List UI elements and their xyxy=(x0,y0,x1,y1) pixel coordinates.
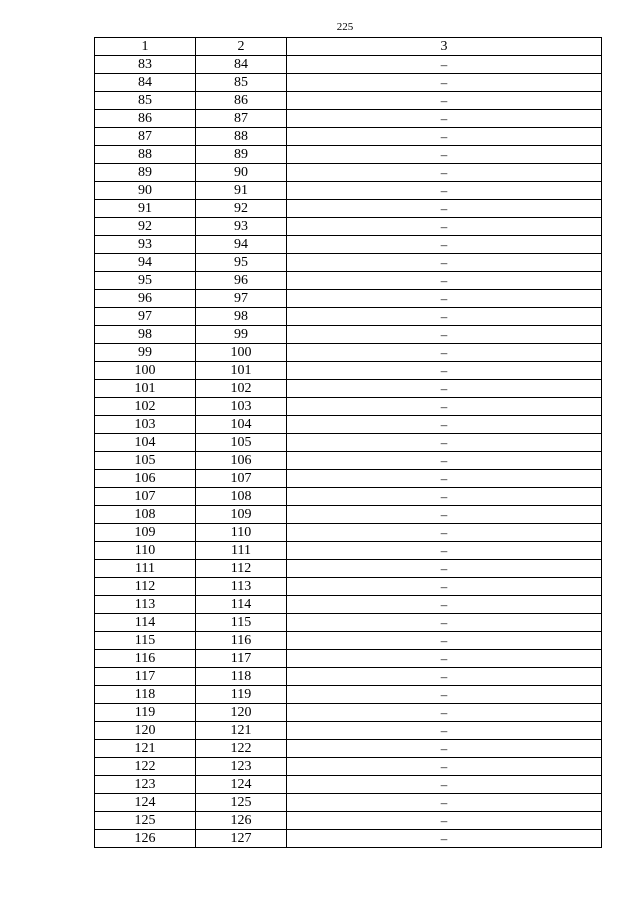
table-cell-col-1: 105 xyxy=(95,452,196,470)
table-row xyxy=(95,614,602,632)
table-row xyxy=(95,812,602,830)
table-cell-col-1: 112 xyxy=(95,578,196,596)
table-cell-col-3: – xyxy=(287,398,602,416)
table-cell-col-1: 107 xyxy=(95,488,196,506)
table-cell-col-1: 98 xyxy=(95,326,196,344)
table-row xyxy=(95,470,602,488)
table-cell-col-1: 117 xyxy=(95,668,196,686)
table-cell-col-1: 111 xyxy=(95,560,196,578)
table-cell-col-2: 114 xyxy=(196,596,287,614)
table-row xyxy=(95,182,602,200)
table-row xyxy=(95,128,602,146)
table-cell-col-1: 113 xyxy=(95,596,196,614)
table-row xyxy=(95,200,602,218)
table-row xyxy=(95,740,602,758)
table-cell-col-3: – xyxy=(287,830,602,848)
table-cell-col-3: – xyxy=(287,740,602,758)
table-row xyxy=(95,830,602,848)
table-cell-col-2: 102 xyxy=(196,380,287,398)
table-row xyxy=(95,524,602,542)
table-cell-col-1: 91 xyxy=(95,200,196,218)
table-cell-col-2: 124 xyxy=(196,776,287,794)
table-cell-col-2: 126 xyxy=(196,812,287,830)
column-header-3: 3 xyxy=(287,38,602,56)
table-row xyxy=(95,776,602,794)
table-cell-col-1: 110 xyxy=(95,542,196,560)
table-cell-col-1: 121 xyxy=(95,740,196,758)
table-row xyxy=(95,92,602,110)
table-cell-col-2: 105 xyxy=(196,434,287,452)
table-cell-col-3: – xyxy=(287,650,602,668)
table-cell-col-3: – xyxy=(287,506,602,524)
table-cell-col-2: 116 xyxy=(196,632,287,650)
table-cell-col-1: 100 xyxy=(95,362,196,380)
table-cell-col-3: – xyxy=(287,524,602,542)
table-cell-col-3: – xyxy=(287,92,602,110)
table-cell-col-1: 102 xyxy=(95,398,196,416)
table-cell-col-1: 88 xyxy=(95,146,196,164)
table-cell-col-3: – xyxy=(287,686,602,704)
table-cell-col-2: 109 xyxy=(196,506,287,524)
table-cell-col-1: 118 xyxy=(95,686,196,704)
table-cell-col-3: – xyxy=(287,146,602,164)
table-cell-col-1: 83 xyxy=(95,56,196,74)
table-cell-col-2: 112 xyxy=(196,560,287,578)
table-cell-col-3: – xyxy=(287,290,602,308)
table-cell-col-3: – xyxy=(287,236,602,254)
table-cell-col-2: 119 xyxy=(196,686,287,704)
table-row xyxy=(95,506,602,524)
table-cell-col-2: 99 xyxy=(196,326,287,344)
table-cell-col-1: 101 xyxy=(95,380,196,398)
table-row xyxy=(95,344,602,362)
table-cell-col-1: 84 xyxy=(95,74,196,92)
table-cell-col-1: 85 xyxy=(95,92,196,110)
table-cell-col-2: 95 xyxy=(196,254,287,272)
table-row xyxy=(95,254,602,272)
table-cell-col-2: 88 xyxy=(196,128,287,146)
table-cell-col-1: 86 xyxy=(95,110,196,128)
table-cell-col-2: 97 xyxy=(196,290,287,308)
table-row xyxy=(95,542,602,560)
table-cell-col-2: 101 xyxy=(196,362,287,380)
table-row xyxy=(95,164,602,182)
table-cell-col-2: 115 xyxy=(196,614,287,632)
table-cell-col-3: – xyxy=(287,164,602,182)
table-cell-col-1: 120 xyxy=(95,722,196,740)
table-row xyxy=(95,290,602,308)
table-cell-col-1: 89 xyxy=(95,164,196,182)
table-row xyxy=(95,380,602,398)
table-cell-col-3: – xyxy=(287,362,602,380)
table-cell-col-2: 96 xyxy=(196,272,287,290)
table-cell-col-3: – xyxy=(287,776,602,794)
table-cell-col-1: 108 xyxy=(95,506,196,524)
table-cell-col-1: 126 xyxy=(95,830,196,848)
table-cell-col-3: – xyxy=(287,452,602,470)
table-cell-col-2: 89 xyxy=(196,146,287,164)
table-cell-col-3: – xyxy=(287,470,602,488)
table-row xyxy=(95,110,602,128)
table-cell-col-3: – xyxy=(287,200,602,218)
table-row xyxy=(95,722,602,740)
table-cell-col-1: 123 xyxy=(95,776,196,794)
table-row xyxy=(95,74,602,92)
table-row xyxy=(95,686,602,704)
table-cell-col-2: 104 xyxy=(196,416,287,434)
table-row xyxy=(95,434,602,452)
table-cell-col-1: 96 xyxy=(95,290,196,308)
column-header-1: 1 xyxy=(95,38,196,56)
table-cell-col-2: 110 xyxy=(196,524,287,542)
data-table xyxy=(94,37,602,848)
table-cell-col-3: – xyxy=(287,542,602,560)
table-row xyxy=(95,632,602,650)
table-row xyxy=(95,398,602,416)
table-cell-col-1: 119 xyxy=(95,704,196,722)
header-row xyxy=(95,38,602,56)
table-row xyxy=(95,650,602,668)
table-cell-col-2: 90 xyxy=(196,164,287,182)
table-cell-col-3: – xyxy=(287,344,602,362)
table-cell-col-3: – xyxy=(287,416,602,434)
table-row xyxy=(95,704,602,722)
table-cell-col-3: – xyxy=(287,218,602,236)
table-cell-col-1: 125 xyxy=(95,812,196,830)
page-number: 225 xyxy=(336,21,354,33)
table-cell-col-2: 108 xyxy=(196,488,287,506)
table-body xyxy=(95,56,602,848)
table-cell-col-3: – xyxy=(287,110,602,128)
table-row xyxy=(95,362,602,380)
table-cell-col-2: 118 xyxy=(196,668,287,686)
table-cell-col-3: – xyxy=(287,578,602,596)
table-cell-col-2: 86 xyxy=(196,92,287,110)
table-cell-col-3: – xyxy=(287,812,602,830)
table-cell-col-2: 113 xyxy=(196,578,287,596)
table-cell-col-2: 120 xyxy=(196,704,287,722)
table-cell-col-3: – xyxy=(287,614,602,632)
column-header-2: 2 xyxy=(196,38,287,56)
table-row xyxy=(95,452,602,470)
table-cell-col-2: 98 xyxy=(196,308,287,326)
table-cell-col-1: 94 xyxy=(95,254,196,272)
table-cell-col-2: 127 xyxy=(196,830,287,848)
table-cell-col-3: – xyxy=(287,308,602,326)
table-cell-col-3: – xyxy=(287,74,602,92)
table-cell-col-1: 104 xyxy=(95,434,196,452)
table-cell-col-3: – xyxy=(287,560,602,578)
table-row xyxy=(95,146,602,164)
table-cell-col-2: 107 xyxy=(196,470,287,488)
table-cell-col-1: 114 xyxy=(95,614,196,632)
table-cell-col-1: 95 xyxy=(95,272,196,290)
table-cell-col-1: 122 xyxy=(95,758,196,776)
table-cell-col-2: 117 xyxy=(196,650,287,668)
table-cell-col-3: – xyxy=(287,596,602,614)
table-cell-col-3: – xyxy=(287,380,602,398)
table-cell-col-1: 93 xyxy=(95,236,196,254)
table-row xyxy=(95,560,602,578)
table-cell-col-1: 116 xyxy=(95,650,196,668)
table-cell-col-3: – xyxy=(287,794,602,812)
table-cell-col-3: – xyxy=(287,272,602,290)
table-row xyxy=(95,218,602,236)
table-cell-col-3: – xyxy=(287,632,602,650)
table-cell-col-2: 103 xyxy=(196,398,287,416)
table-row xyxy=(95,578,602,596)
table-cell-col-2: 94 xyxy=(196,236,287,254)
table-cell-col-2: 87 xyxy=(196,110,287,128)
table-cell-col-3: – xyxy=(287,488,602,506)
table-cell-col-1: 103 xyxy=(95,416,196,434)
table-cell-col-2: 122 xyxy=(196,740,287,758)
table-cell-col-2: 91 xyxy=(196,182,287,200)
table-cell-col-3: – xyxy=(287,254,602,272)
table-cell-col-1: 106 xyxy=(95,470,196,488)
table-row xyxy=(95,308,602,326)
table-cell-col-2: 125 xyxy=(196,794,287,812)
table-row xyxy=(95,236,602,254)
table-cell-col-2: 100 xyxy=(196,344,287,362)
table-cell-col-3: – xyxy=(287,704,602,722)
table-cell-col-1: 99 xyxy=(95,344,196,362)
table-cell-col-3: – xyxy=(287,128,602,146)
table-cell-col-1: 109 xyxy=(95,524,196,542)
table-cell-col-3: – xyxy=(287,182,602,200)
table-cell-col-2: 85 xyxy=(196,74,287,92)
table-cell-col-1: 92 xyxy=(95,218,196,236)
table-cell-col-1: 97 xyxy=(95,308,196,326)
table-row xyxy=(95,596,602,614)
table-row xyxy=(95,758,602,776)
table-cell-col-2: 92 xyxy=(196,200,287,218)
table-cell-col-2: 84 xyxy=(196,56,287,74)
table-cell-col-2: 123 xyxy=(196,758,287,776)
table-cell-col-1: 87 xyxy=(95,128,196,146)
table-cell-col-3: – xyxy=(287,722,602,740)
table-cell-col-2: 111 xyxy=(196,542,287,560)
table-row xyxy=(95,416,602,434)
table-row xyxy=(95,272,602,290)
table-row xyxy=(95,668,602,686)
table-cell-col-3: – xyxy=(287,434,602,452)
table-cell-col-1: 115 xyxy=(95,632,196,650)
table-cell-col-1: 90 xyxy=(95,182,196,200)
table-row xyxy=(95,794,602,812)
table-cell-col-3: – xyxy=(287,326,602,344)
table-cell-col-3: – xyxy=(287,56,602,74)
table-cell-col-2: 121 xyxy=(196,722,287,740)
table-cell-col-2: 93 xyxy=(196,218,287,236)
table-cell-col-1: 124 xyxy=(95,794,196,812)
table-row xyxy=(95,326,602,344)
table-row xyxy=(95,56,602,74)
table-cell-col-3: – xyxy=(287,668,602,686)
table-header xyxy=(95,38,602,56)
table-cell-col-3: – xyxy=(287,758,602,776)
table-row xyxy=(95,488,602,506)
table-cell-col-2: 106 xyxy=(196,452,287,470)
